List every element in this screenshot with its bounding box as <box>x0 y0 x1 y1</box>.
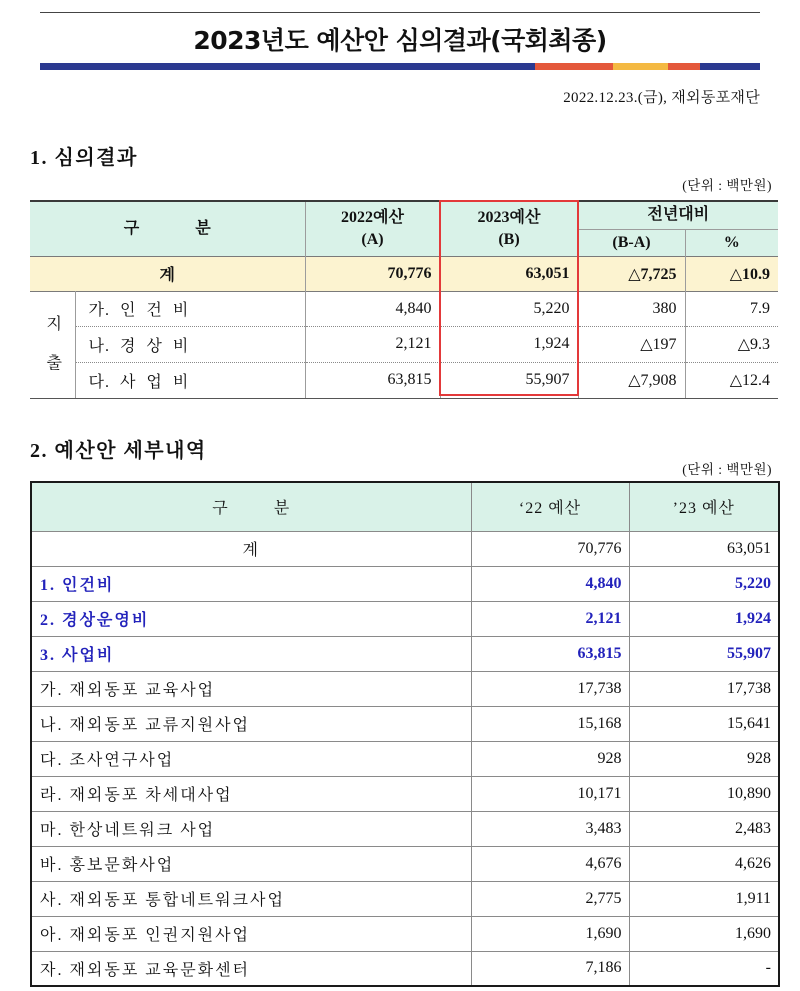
row-budget-2023: 5,220 <box>440 291 578 327</box>
table-header-row <box>31 482 779 531</box>
header-budget-22: ‘22 예산 <box>471 482 629 531</box>
total-row <box>31 531 779 566</box>
review-result-table <box>30 200 778 399</box>
item-row <box>31 741 779 776</box>
rule-segment-navy <box>700 63 760 70</box>
row-budget-2022: 2,121 <box>305 327 440 363</box>
row-budget-22: 4,676 <box>471 846 629 881</box>
row-label: 2. 경상운영비 <box>31 601 471 636</box>
row-budget-23: 1,690 <box>629 916 779 951</box>
row-budget-2023: 55,907 <box>440 362 578 398</box>
row-label: 라. 재외동포 차세대사업 <box>31 776 471 811</box>
row-label: 1. 인건비 <box>31 566 471 601</box>
total-row <box>30 256 778 291</box>
row-label: 사. 재외동포 통합네트워크사업 <box>31 881 471 916</box>
row-budget-23: 5,220 <box>629 566 779 601</box>
unit-note: (단위 : 백만원) <box>682 178 772 193</box>
document-title: 2023년도 예산안 심의결과(국회최종) <box>193 26 607 55</box>
section-heading-review-result: 1. 심의결과 <box>30 147 138 169</box>
detail-table-body <box>31 531 779 986</box>
item-row <box>31 916 779 951</box>
row-budget-23: 1,924 <box>629 601 779 636</box>
date-and-organization: 2022.12.23.(금), 재외동포재단 <box>563 90 760 106</box>
item-row <box>31 706 779 741</box>
rule-segment-gold <box>613 63 668 70</box>
header-budget-2023-key: (B) <box>498 230 520 248</box>
expenditure-group-cell <box>30 291 75 398</box>
header-budget-2022-label: 2022예산 <box>341 208 404 226</box>
row-budget-23: 4,626 <box>629 846 779 881</box>
row-budget-22: 4,840 <box>471 566 629 601</box>
category-row <box>31 601 779 636</box>
total-budget-2023: 63,051 <box>440 256 578 291</box>
row-label: 아. 재외동포 인권지원사업 <box>31 916 471 951</box>
row-budget-23: 2,483 <box>629 811 779 846</box>
header-change-pct: % <box>685 229 778 256</box>
row-label: 계 <box>31 531 471 566</box>
category-row <box>31 636 779 671</box>
table-row <box>30 291 778 327</box>
row-label: 3. 사업비 <box>31 636 471 671</box>
row-budget-23: 63,051 <box>629 531 779 566</box>
row-label: 나. 재외동포 교류지원사업 <box>31 706 471 741</box>
header-year-over-year: 전년대비 <box>578 201 778 229</box>
item-row <box>31 811 779 846</box>
row-budget-23: 928 <box>629 741 779 776</box>
row-budget-22: 2,121 <box>471 601 629 636</box>
title-top-rule <box>40 12 760 13</box>
header-budget-2022-key: (A) <box>361 230 384 248</box>
row-label: 다. 사 업 비 <box>75 362 305 398</box>
total-change-amount: △7,725 <box>578 256 685 291</box>
title-color-rule <box>40 63 760 70</box>
row-budget-2023: 1,924 <box>440 327 578 363</box>
row-label: 가. 재외동포 교육사업 <box>31 671 471 706</box>
table-row <box>30 327 778 363</box>
section-heading-budget-details: 2. 예산안 세부내역 <box>30 440 207 462</box>
item-row <box>31 881 779 916</box>
budget-detail-table <box>30 481 780 987</box>
row-budget-22: 63,815 <box>471 636 629 671</box>
rule-segment-orange <box>535 63 613 70</box>
row-label: 다. 조사연구사업 <box>31 741 471 776</box>
expenditure-group-label: 지출 <box>43 314 61 393</box>
row-budget-23: 17,738 <box>629 671 779 706</box>
row-change-pct: △9.3 <box>685 327 778 363</box>
row-budget-22: 928 <box>471 741 629 776</box>
header-budget-2023 <box>440 201 578 256</box>
row-label: 마. 한상네트워크 사업 <box>31 811 471 846</box>
header-budget-23: ’23 예산 <box>629 482 779 531</box>
row-change-amount: △197 <box>578 327 685 363</box>
rule-segment-navy <box>40 63 535 70</box>
row-budget-23: 55,907 <box>629 636 779 671</box>
item-row <box>31 951 779 986</box>
header-budget-2023-label: 2023예산 <box>477 208 541 226</box>
row-budget-22: 3,483 <box>471 811 629 846</box>
rule-segment-orange <box>668 63 700 70</box>
table-row <box>30 362 778 398</box>
row-label: 가. 인 건 비 <box>75 291 305 327</box>
row-budget-22: 1,690 <box>471 916 629 951</box>
header-category: 구 분 <box>31 482 471 531</box>
row-budget-23: 10,890 <box>629 776 779 811</box>
row-budget-22: 70,776 <box>471 531 629 566</box>
row-budget-23: 1,911 <box>629 881 779 916</box>
total-budget-2022: 70,776 <box>305 256 440 291</box>
row-budget-22: 10,171 <box>471 776 629 811</box>
category-row <box>31 566 779 601</box>
row-budget-22: 2,775 <box>471 881 629 916</box>
item-row <box>31 671 779 706</box>
header-change-amount: (B-A) <box>578 229 685 256</box>
row-change-amount: 380 <box>578 291 685 327</box>
item-row <box>31 776 779 811</box>
row-budget-22: 7,186 <box>471 951 629 986</box>
total-change-pct: △10.9 <box>685 256 778 291</box>
row-label: 자. 재외동포 교육문화센터 <box>31 951 471 986</box>
row-label: 나. 경 상 비 <box>75 327 305 363</box>
row-change-pct: △12.4 <box>685 362 778 398</box>
row-budget-2022: 63,815 <box>305 362 440 398</box>
header-budget-2022 <box>305 201 440 256</box>
table-header-row <box>30 201 778 229</box>
row-change-pct: 7.9 <box>685 291 778 327</box>
row-label: 바. 홍보문화사업 <box>31 846 471 881</box>
header-category: 구 분 <box>30 201 305 256</box>
row-budget-22: 15,168 <box>471 706 629 741</box>
unit-note: (단위 : 백만원) <box>682 462 772 477</box>
row-budget-22: 17,738 <box>471 671 629 706</box>
row-budget-23: - <box>629 951 779 986</box>
row-budget-2022: 4,840 <box>305 291 440 327</box>
row-change-amount: △7,908 <box>578 362 685 398</box>
item-row <box>31 846 779 881</box>
row-budget-23: 15,641 <box>629 706 779 741</box>
total-label: 계 <box>30 256 305 291</box>
